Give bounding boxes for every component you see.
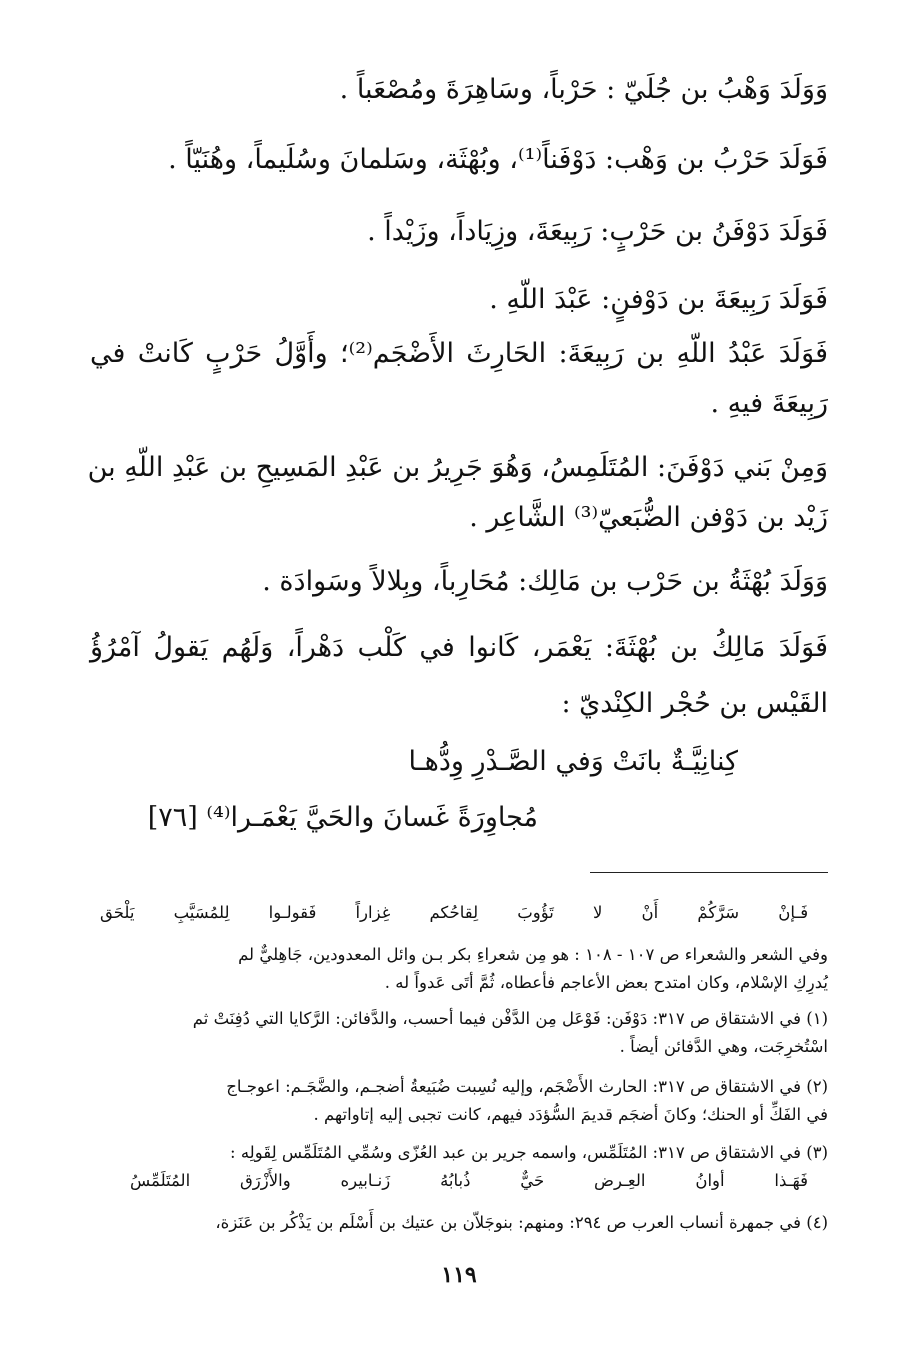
poem-word: لا <box>593 903 603 922</box>
footnote-2-line: (٢) في الاشتقاق ص ٣١٧: الحارث الأَضْجَم، وإليه نُسِبت ضُبَيعةُ أضجـم، والضَّجَـم: اعوجـاج <box>226 1077 828 1096</box>
footnote-poem-row-1 <box>100 900 808 926</box>
text-line-9: وَوَلَدَ بُهْثَةُ بن حَرْب بن مَالِك: مُحَارِباً، وبِلالاً وسَوادَة . <box>262 566 828 597</box>
verse-hemistich-1: كِنانِيَّـةٌ بانَتْ وَفي الصَّـدْرِ وِدُّهـا <box>408 746 738 777</box>
footnote-line: وفي الشعر والشعراء ص ١٠٧ - ١٠٨ : هو مِن شعراءِ بكر بـن وائل المعدودين، جَاهِليٌّ لم <box>238 945 828 964</box>
footnote-1-line: اسْتُخرِجَت، وهي الدَّفائن أيضاً . <box>619 1037 828 1056</box>
footnote-poem-row-2 <box>130 1168 808 1194</box>
poem-word: حَيٌّ <box>520 1171 545 1190</box>
poem-word: العِـرض <box>594 1171 646 1190</box>
text-line-8: زَيْد بن دَوْفن الضُّبَعيّ⁽³⁾ الشَّاعِر . <box>469 502 828 533</box>
poem-word: فَقولـوا <box>268 903 317 922</box>
poem-word: فَهَـذا <box>774 1171 808 1190</box>
poem-word: غِزاراً <box>355 903 391 922</box>
poem-word: والأَزْرَق <box>239 1171 291 1190</box>
text-line-3: فَوَلَدَ دَوْفَنُ بن حَرْبٍ: رَبِيعَةَ، وزِيَاداً، وزَيْداً . <box>367 216 828 247</box>
text-line-6: رَبِيعَةَ فيهِ . <box>710 388 828 419</box>
poem-word: لِقاحُكم <box>429 903 479 922</box>
poem-word: تَؤُوبَ <box>517 903 554 922</box>
poem-word: زَنـابيره <box>340 1171 391 1190</box>
page-number: ١١٩ <box>441 1262 477 1288</box>
poem-word: لِلمُسَيَّبِ <box>173 903 230 922</box>
text-line-2: فَوَلَدَ حَرْبُ بن وَهْب: دَوْفَناً⁽¹⁾، وبُهْثَة، وسَلمانَ وسُلَيماً، وهُنَيّاً . <box>168 144 828 175</box>
poem-word: يَلْحَق <box>100 903 135 922</box>
footnote-2-line: في الفَكِّ أو الحنك؛ وكانَ أضجَم قديمَ السُّؤدَد فيهم، كانت تجبى إليه إتاواتهم . <box>313 1105 828 1124</box>
text-line-4: فَوَلَدَ رَبِيعَةَ بن دَوْفنٍ: عَبْدَ اللّهِ . <box>489 284 828 315</box>
text-line-11: القَيْس بن حُجْر الكِنْديّ : <box>561 688 828 719</box>
poem-word: ذُبابُهُ <box>440 1171 471 1190</box>
poem-word: أَنْ <box>641 903 659 922</box>
footnote-4-line: (٤) في جمهرة أنساب العرب ص ٢٩٤: ومنهم: بنوجَلاّن بن عتيك بن أَسْلَم بن يَذْكُر بن عَنَزة، <box>215 1213 828 1232</box>
poem-word: سَرَّكُمْ <box>697 903 740 922</box>
footnote-1-line: (١) في الاشتقاق ص ٣١٧: دَوْفَن: فَوْعَل مِن الدَّفْن فيما أحسب، والدَّفائن: الرَّكايا التي دُفِنَتْ ثم <box>192 1009 828 1028</box>
poem-word: فَـإنْ <box>778 903 809 922</box>
text-line-5: فَوَلَدَ عَبْدُ اللّهِ بن رَبِيعَةَ: الحَارِثَ الأَضْجَم⁽²⁾؛ وأَوَّلُ حَرْبٍ كَانتْ في <box>90 338 829 369</box>
footnote-line: يُدرِكِ الإسْلام، وكان امتدح بعض الأعاجم فأعطاه، ثُمَّ أتَى عَدواً له . <box>384 973 828 992</box>
footnote-3-line: (٣) في الاشتقاق ص ٣١٧: المُتَلَمِّس، واسمه جرير بن عبد العُزّى وسُمِّي المُتَلَمِّس لِقَولِه : <box>230 1143 828 1162</box>
poem-word: أوانُ <box>695 1171 725 1190</box>
text-line-7: وَمِنْ بَني دَوْفَنَ: المُتَلَمِسُ، وَهُوَ جَرِيرُ بن عَبْدِ المَسِيحِ بن عَبْدِ اللّهِ بن <box>87 452 828 483</box>
text-line-10: فَوَلَدَ مَالِكُ بن بُهْثَةَ: يَعْمَر، كَانوا في كَلْب دَهْراً، وَلَهُم يَقولُ آمْرُؤُ <box>90 632 828 663</box>
text-line-1: وَوَلَدَ وَهْبُ بن جُلَيّ : حَرْباً، وسَاهِرَةَ ومُصْعَباً . <box>339 74 828 105</box>
footnote-separator <box>590 872 828 873</box>
verse-hemistich-2: مُجاوِرَةً غَسانَ والحَيَّ يَعْمَـرا⁽⁴⁾ [٧٦] <box>147 802 538 833</box>
poem-word: المُتَلَمِّسُ <box>130 1171 191 1190</box>
